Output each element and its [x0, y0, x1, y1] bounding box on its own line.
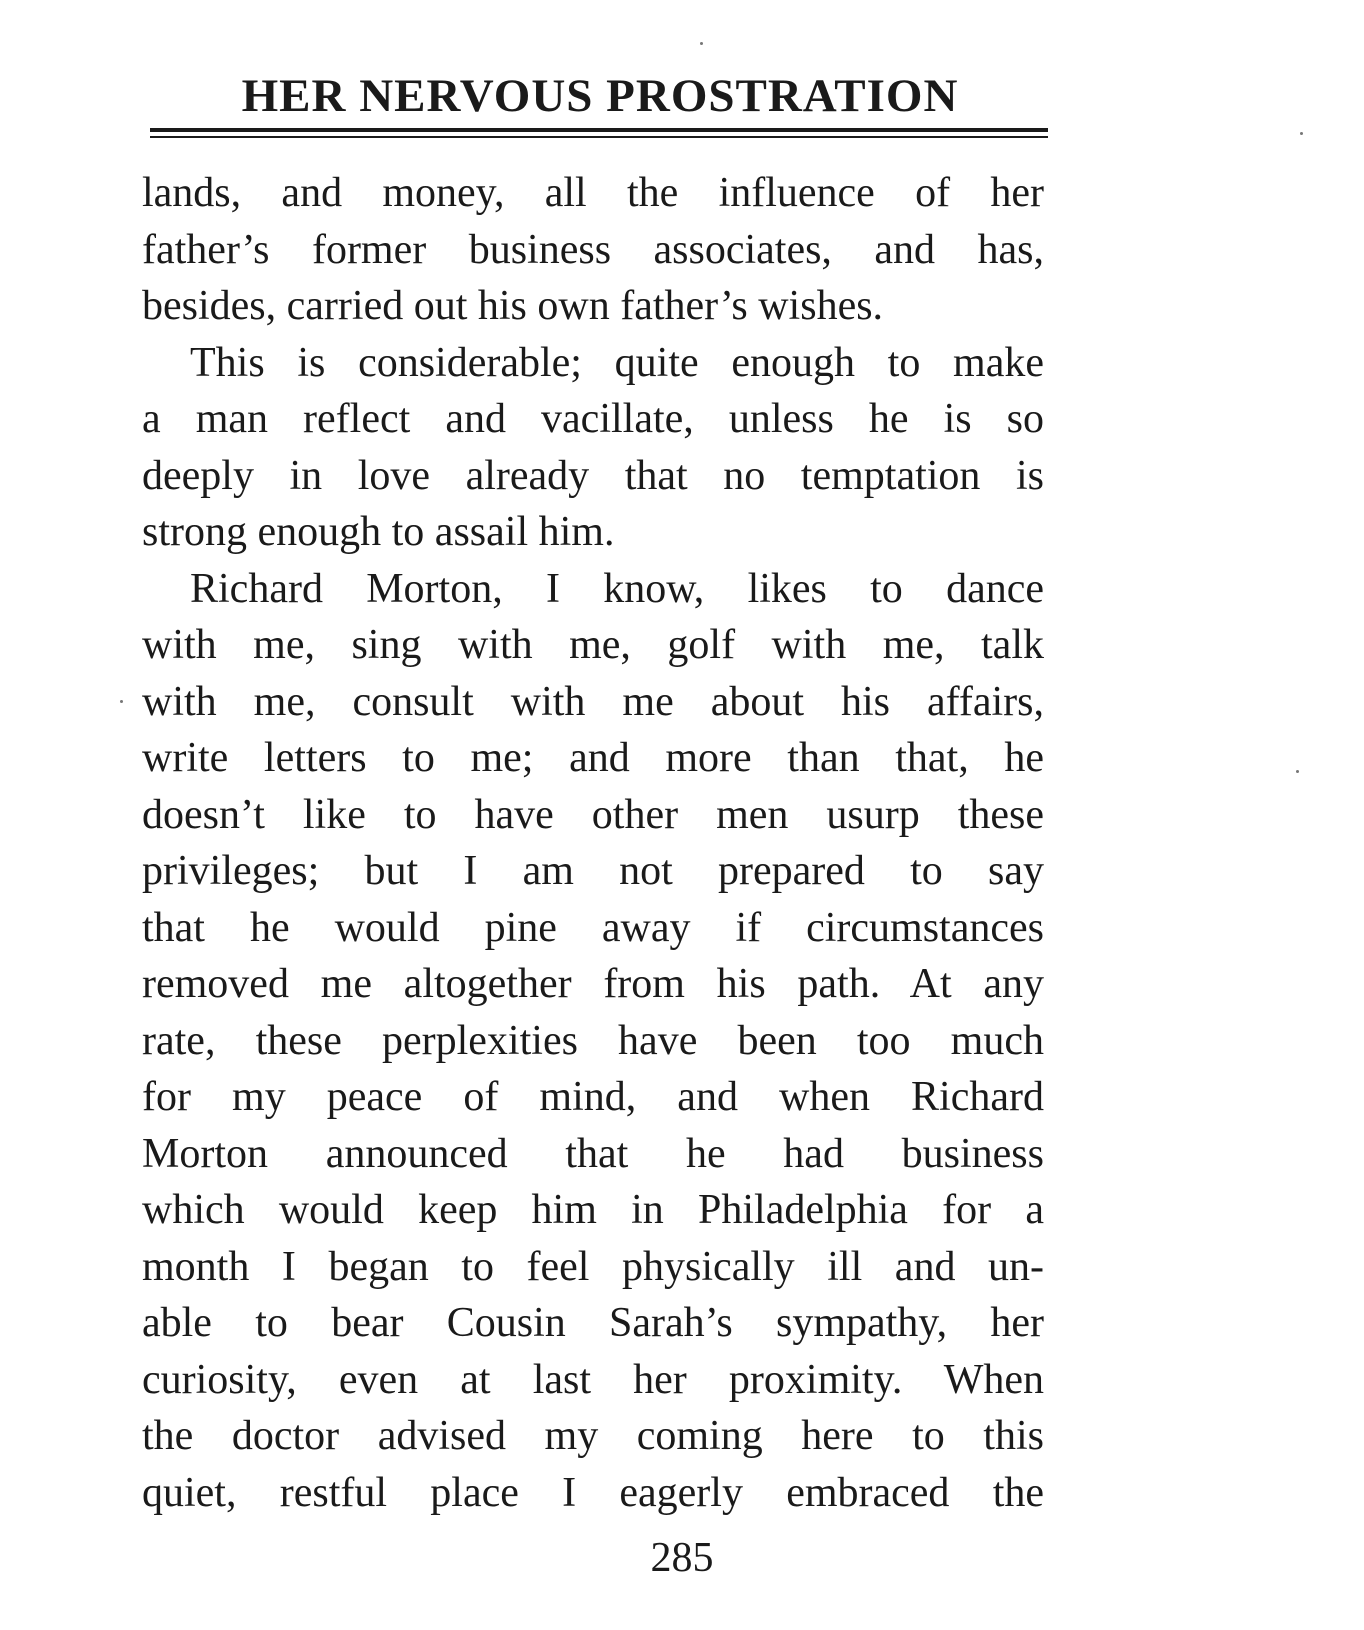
- text-line: lands, and money, all the influence of her: [142, 170, 1044, 216]
- text-line: doesn’t like to have other men usurp these: [142, 791, 1044, 838]
- text-line: which would keep him in Philadelphia for a: [142, 1187, 1044, 1233]
- text-line: removed me altogether from his path. At any: [142, 961, 1044, 1007]
- text-line: Richard Morton, I know, likes to dance: [190, 565, 1044, 612]
- text-line: deeply in love already that no temptation is: [142, 452, 1044, 499]
- text-line: with me, consult with me about his affairs,: [142, 678, 1044, 725]
- text-line: the doctor advised my coming here to this: [142, 1413, 1044, 1459]
- text-line: privileges; but I am not prepared to say: [142, 848, 1044, 894]
- text-line: curiosity, even at last her proximity. When: [142, 1356, 1044, 1403]
- text-line: This is considerable; quite enough to make: [190, 339, 1044, 386]
- text-line: quiet, restful place I eagerly embraced the: [142, 1469, 1044, 1516]
- text-line: strong enough to assail him.: [142, 509, 615, 555]
- text-line: besides, carried out his own father’s wishes.: [142, 283, 884, 329]
- text-line: rate, these perplexities have been too much: [142, 1017, 1044, 1064]
- header-rule-thin: [150, 136, 1048, 138]
- scan-speck: [1300, 132, 1303, 135]
- scan-speck: [1296, 770, 1299, 773]
- running-head-title: HER NERVOUS PROSTRATION: [241, 70, 959, 122]
- body-text: [142, 165, 1044, 1521]
- scan-speck: [700, 42, 703, 45]
- text-line: with me, sing with me, golf with me, talk: [142, 622, 1044, 668]
- scan-speck: [120, 700, 123, 703]
- text-line: Morton announced that he had business: [142, 1130, 1044, 1177]
- text-line: a man reflect and vacillate, unless he is so: [142, 396, 1044, 442]
- text-line: father’s former business associates, and has,: [142, 226, 1044, 273]
- text-line: month I began to feel physically ill and un-: [142, 1243, 1044, 1290]
- header-rule-thick: [150, 128, 1048, 132]
- text-line: write letters to me; and more than that, he: [142, 735, 1044, 781]
- text-line: that he would pine away if circumstances: [142, 904, 1044, 951]
- text-line: for my peace of mind, and when Richard: [142, 1074, 1044, 1120]
- text-line: able to bear Cousin Sarah’s sympathy, her: [142, 1300, 1044, 1346]
- page-number: 285: [650, 1535, 714, 1581]
